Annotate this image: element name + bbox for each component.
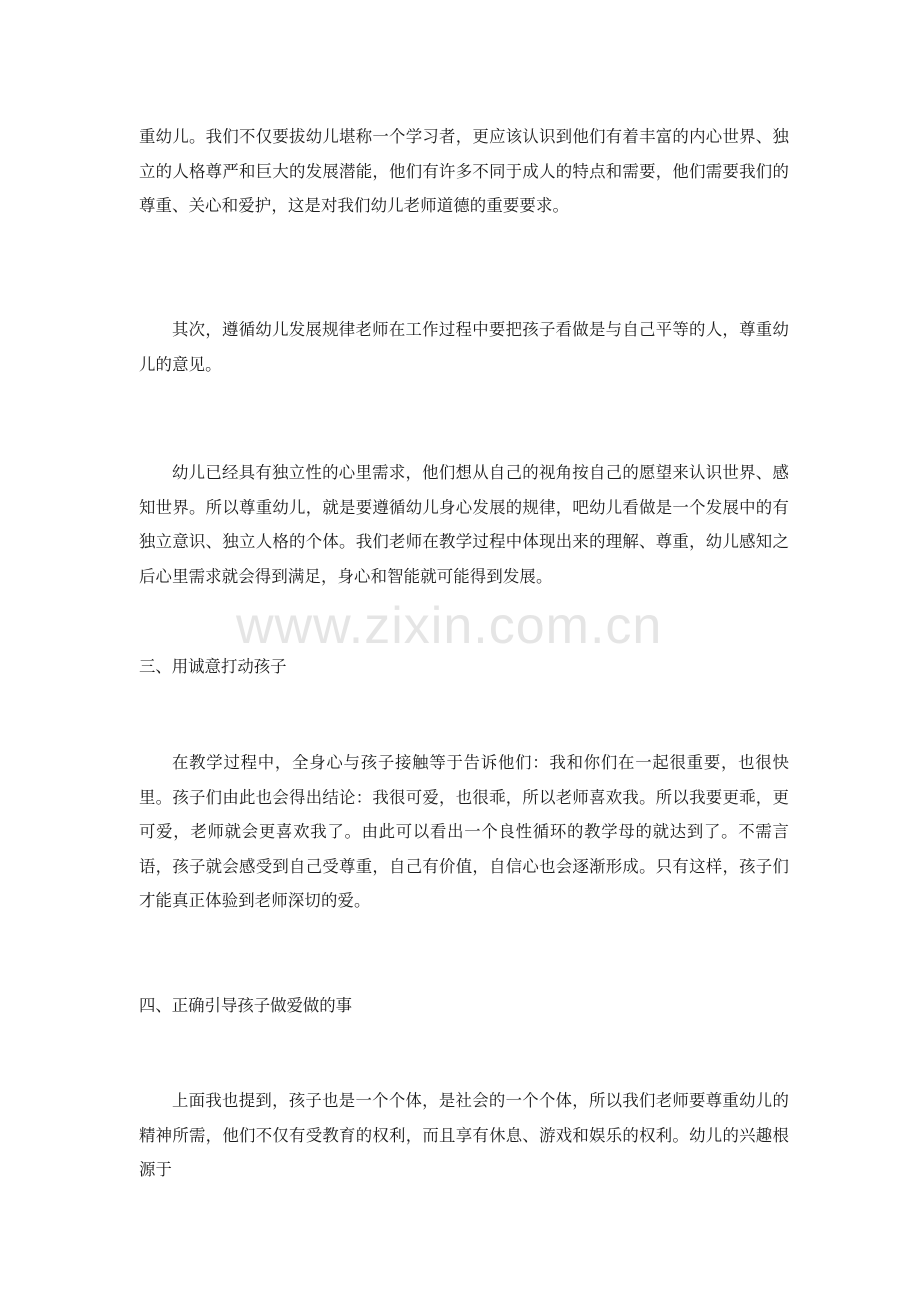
paragraph-independence-needs: 幼儿已经具有独立性的心里需求，他们想从自己的视角按自己的愿望来认识世界、感知世界。所以尊重幼儿，就是要遵循幼儿身心发展的规律，吧幼儿看做是一个发展中的有独立意识、独立人格的个体。我们老师在教学过程中体现出来的理解、尊重，幼儿感知之后心里需求就会得到满足，身心和智能就可能得到发展。 — [139, 463, 789, 586]
paragraph-spiritual-needs: 上面我也提到，孩子也是一个个体，是社会的一个个体，所以我们老师要尊重幼儿的精神所需，他们不仅有受教育的权利，而且享有休息、游戏和娱乐的权利。幼儿的兴趣根源于 — [139, 1091, 789, 1179]
section-heading-guidance: 四、正确引导孩子做爱做的事 — [139, 996, 353, 1015]
watermark: www.zixin.com.cn — [236, 597, 663, 655]
paragraph-follow-development: 其次，遵循幼儿发展规律老师在工作过程中要把孩子看做是与自己平等的人，尊重幼儿的意见。 — [139, 320, 789, 374]
paragraph-respect-children: 重幼儿。我们不仅要拔幼儿堪称一个学习者，更应该认识到他们有着丰富的内心世界、独立的人格尊严和巨大的发展潜能，他们有许多不同于成人的特点和需要，他们需要我们的尊重、关心和爱护，这是对我们幼儿老师道德的重要要求。 — [139, 127, 789, 215]
paragraph-teaching-process: 在教学过程中，全身心与孩子接触等于告诉他们：我和你们在一起很重要，也很快里。孩子们由此也会得出结论：我很可爱，也很乖，所以老师喜欢我。所以我要更乖，更可爱，老师就会更喜欢我了。由此可以看出一个良性循环的教学母的就达到了。不需言语，孩子就会感受到自己受尊重，自己有价值，自信心也会逐渐形成。只有这样，孩子们才能真正体验到老师深切的爱。 — [139, 753, 789, 910]
section-heading-sincerity: 三、用诚意打动孩子 — [139, 657, 287, 676]
